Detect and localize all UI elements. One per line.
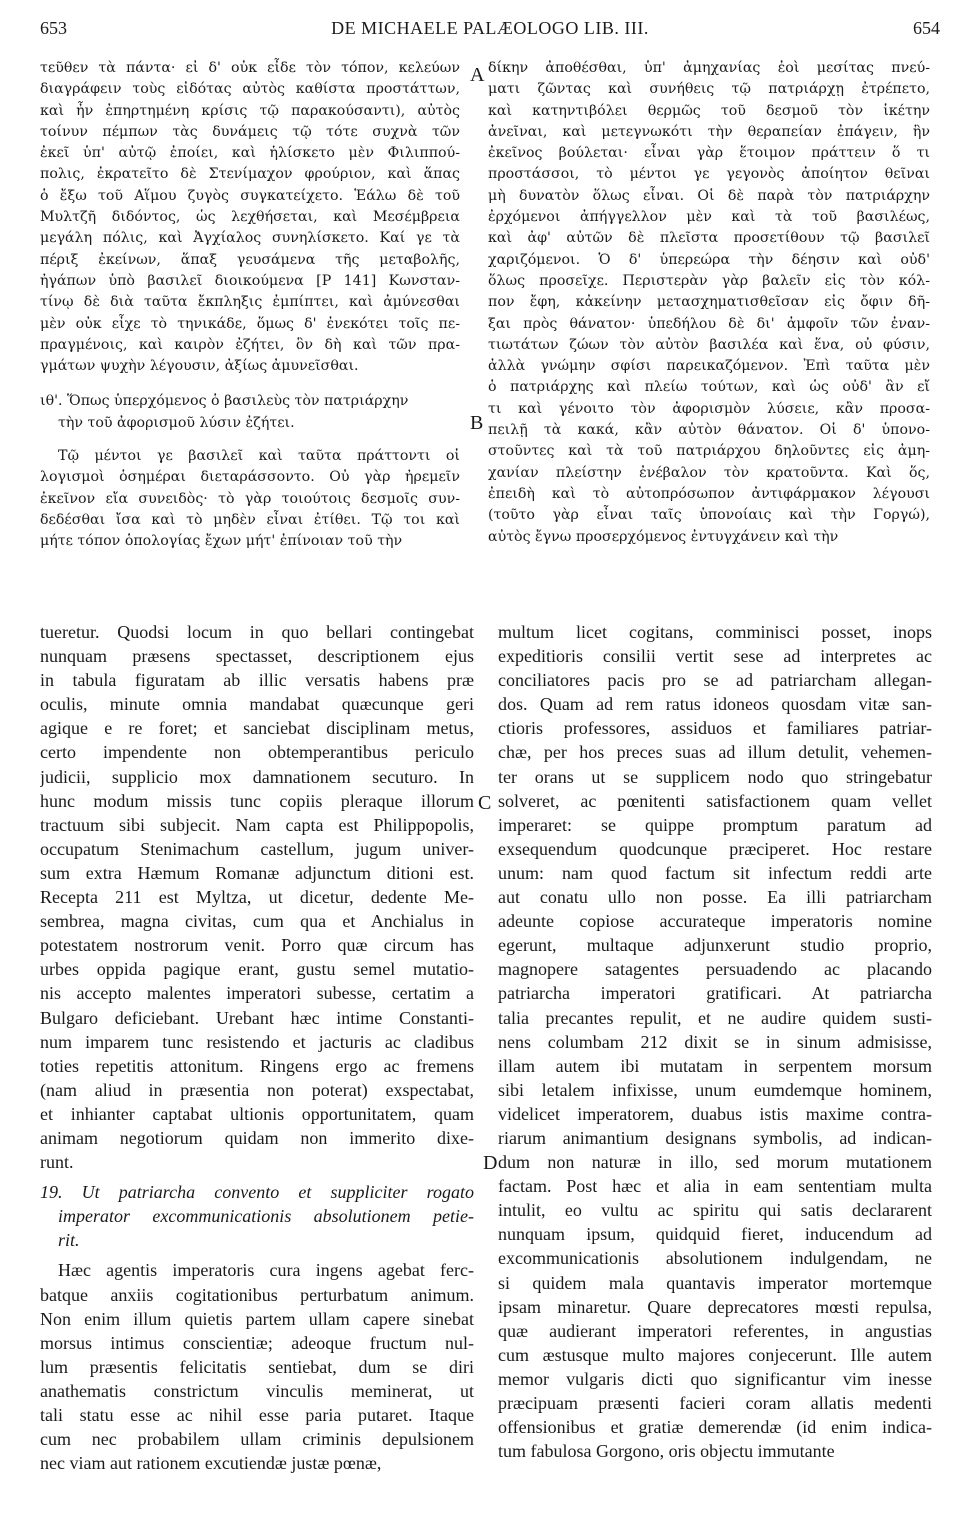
latin-line: certo impendente non obtemperantibus periculo	[40, 742, 474, 763]
latin-line: (nam aliud in præsentia non poterat) exspectabat,	[40, 1079, 474, 1100]
greek-line: ἀνεῖναι, καὶ μετεγνωκότι τὴν θεραπείαν ἐπάγειν, ἣν	[488, 123, 930, 140]
latin-line: oculis, minute omnia mandabat quæcunque geri	[40, 694, 474, 715]
greek-line: ἐκεῖνον εἴα συνειδὸς· τὸ γὰρ τοιούτοις δεσμοῖς συν-	[40, 490, 460, 507]
greek-line: πον ἔφη, κἀκείνην μετασχηματισθεῖσαν εἰς ὄφιν δῆ-	[488, 294, 930, 311]
latin-line: nec viam aut rationem excutiendæ justæ pœnæ,	[40, 1453, 382, 1474]
greek-line: δίκην ἀποθέσθαι, ὑπ' ἀμηχανίας ἐοὶ μεσίτας πνεύ-	[488, 60, 930, 76]
latin-line: ctioris professores, assiduos et familiares patriar-	[498, 718, 932, 739]
greek-line: ἠγάπων ὑπὸ βασιλεῖ διοικούμενα [P 141] Κωνσταν-	[40, 272, 460, 289]
greek-line: προστάσσοι, τὸ μέντοι γε γεγονὸς ἀποίητον θεῖναι	[488, 166, 930, 183]
margin-letter-a: A	[470, 64, 485, 86]
greek-line: ἐκεῖ ὑπ' αὐτῷ ἐποίει, καὶ ἡλίσκετο μὲν Φιλιππού-	[40, 145, 460, 162]
latin-line: tali statu esse ac nihil esse paria putaret. Itaque	[40, 1405, 474, 1425]
greek-line: ἐπειδὴ καὶ τὸ αὐτοπρόσωπον ἀντιφάρμακον λέγουσι	[488, 485, 930, 502]
latin-line: imperaret: se quippe promptum paratum ad	[498, 814, 932, 835]
latin-line: aut conatu ullo non posse. Ea illi patriarcham	[498, 887, 932, 908]
margin-letter-c: C	[478, 792, 492, 814]
latin-heading-line: 19. Ut patriarcha convento et suppliciter rogato	[40, 1182, 474, 1203]
latin-line: quæ audierant imperatori referentes, in angustias	[498, 1320, 932, 1341]
latin-line: morsus intimus conscientiæ; adeoque fructum nul-	[40, 1332, 474, 1353]
latin-line: lum præsentis felicitatis sentiebat, dum se diri	[40, 1356, 474, 1377]
greek-line: τεῦθεν τὰ πάντα· εἰ δ' οὐκ εἶδε τὸν τόπον, κελεύων	[40, 60, 460, 76]
greek-right-column	[488, 58, 930, 618]
latin-line: offensionibus et gratiæ demerendæ (id enim indica-	[498, 1417, 932, 1438]
greek-line: αὐτὸς ἔγνω προσερχόμενος ἐντυγχάνειν καὶ τὴν	[488, 528, 839, 545]
latin-line: conciliatores pacis pro se ad patriarcham allegan-	[498, 670, 932, 691]
latin-line: Bulgaro deficiebant. Urebant hæc intime Constanti-	[40, 1007, 474, 1028]
greek-left-column	[40, 58, 460, 618]
latin-line: cum nec probabilem ullam criminis depulsionem	[40, 1429, 474, 1450]
latin-line: adeunte copiose accurateque imperatoris nomine	[498, 911, 932, 932]
latin-line: Non enim illum quietis partem ullam capere sinebat	[40, 1308, 474, 1329]
latin-line: ter orans ut se supplicem nodo quo stringebatur	[498, 766, 932, 787]
greek-line: τίνῳ δὲ διὰ ταῦτα ἔκπληξις ἐμπίπτει, καὶ ἀμύνεσθαι	[40, 294, 460, 311]
running-header	[40, 12, 940, 42]
latin-line: videlicet imperatorem, duabus istis maxime contra-	[498, 1103, 932, 1124]
latin-line: hunc modum missis tunc copiis pleraque illorum	[40, 790, 474, 811]
latin-line: tueretur. Quodsi locum in quo bellari contingebat	[40, 622, 474, 642]
margin-letter-b: B	[470, 412, 484, 434]
latin-line: et inhianter captabat ultionis opportunitatem, quam	[40, 1103, 474, 1124]
latin-line: exsequendum quodcunque præciperet. Hoc restare	[498, 838, 932, 859]
latin-line: sibi letalem infixisse, unum eumdemque hominem,	[498, 1079, 932, 1100]
latin-line: memor vulgaris dicti quo significantur vim inesse	[498, 1368, 932, 1389]
greek-line: πολις, ἐκρατεῖτο δὲ Στενίμαχον φρούριον, καὶ ἅπας	[40, 166, 460, 183]
latin-line: chæ, per hos preces suas ad illum detulit, vehemen-	[498, 742, 932, 763]
latin-line: ipsam minaretur. Quare deprecatores mœsti repulsa,	[498, 1296, 932, 1317]
latin-line: riarum animantium designans symbolis, ad indican-	[498, 1127, 932, 1148]
latin-line: Recepta 211 est Myltza, ut dicetur, dedente Me-	[40, 887, 474, 908]
latin-line: patriarcha imperatori gratificari. At patriarcha	[498, 983, 932, 1004]
greek-line: τιωτάτων ζώων τὸν αὐτὸν βασιλέα καὶ ἕνα, οὐ φύσιν,	[488, 336, 930, 353]
latin-line: nunquam ipsum, quidquid fieret, inducendum ad	[498, 1224, 932, 1245]
greek-line: ἐρχόμενοι ἀπήγγελλον μὲν καὶ τὰ τοῦ βασιλέως,	[488, 209, 930, 226]
greek-line: τι καὶ γένοιτο τὸν ἀφορισμὸν λύσειε, κἂν προσα-	[488, 400, 930, 417]
latin-left-column	[40, 620, 474, 1530]
latin-line: anathematis constrictum vinculis meminerat, ut	[40, 1380, 474, 1401]
greek-line: χανίαν πλείστην ἐνέβαλον τὸν κρατοῦντα. Καὶ ὅς,	[488, 464, 930, 481]
latin-line: batque anxiis cogitationibus perturbatum animum.	[40, 1284, 474, 1305]
latin-line: tum fabulosa Gorgono, oris objectu immutante	[498, 1441, 835, 1462]
latin-line: talia precantes repulit, et ne audire quidem susti-	[498, 1007, 932, 1028]
latin-line: unum: nam quod factum sit infectum reddi arte	[498, 862, 932, 883]
latin-line: num imparem tunc resistendo et jacturis ac cladibus	[40, 1031, 474, 1052]
greek-line: πέριξ ἐκείνων, ἅπαξ γευσάμενα τῆς μεταβολῆς,	[40, 251, 460, 268]
greek-line: ξαι πρὸς θάνατον· ὑπεδήλου δὲ δι' ἀμφοῖν τῶν ἐναν-	[488, 315, 930, 332]
greek-line: καὶ ἀφ' αὐτῶν δὲ πλεῖστα προσετίθουν τῷ βασιλεῖ	[488, 230, 930, 247]
latin-line: judicii, supplicio mox damnationem secuturo. In	[40, 766, 474, 787]
latin-line: factam. Post hæc et alia in eam sententiam multa	[498, 1176, 932, 1197]
latin-line: toties repetitis attonitum. Ringens ergo ac fremens	[40, 1055, 474, 1076]
latin-line: illam autem ibi mutatam in serpentem morsum	[498, 1055, 932, 1076]
latin-line: dos. Quam ad rem ratus idoneos quosdam vitæ san-	[498, 694, 932, 715]
greek-line: δεδέσθαι ἴσα καὶ τὸ μηδὲν εἶναι ἐτίθει. Τῷ τοι καὶ	[40, 511, 460, 528]
greek-line: μὴ δυνατὸν ὅλως εἶναι. Οἱ δὲ παρὰ τὸν πατριάρχην	[488, 187, 930, 204]
greek-line: ὁ πατριάρχης καὶ πλείω τούτων, καὶ ὡς οὐδ' ἂν εἴ	[488, 379, 930, 396]
greek-line: καὶ κατηντιβόλει θερμῶς τοῦ δεσμοῦ τὸν ἱκέτην	[488, 102, 930, 119]
greek-line: (τοῦτο γὰρ εἶναι ταῖς ὑπονοίαις καὶ τὴν Γοργώ),	[488, 507, 930, 524]
latin-line: sum extra Hæmum Romanæ adjunctum ditioni est.	[40, 862, 474, 883]
latin-heading-line: rit.	[58, 1230, 80, 1251]
latin-line: potestatem nostrorum venit. Porro quæ circum has	[40, 935, 474, 956]
latin-line: magnopere satagentes persuadendo ac placando	[498, 959, 932, 980]
latin-line: nunquam præsens spectasset, descriptionem ejus	[40, 646, 474, 667]
latin-line: animam negotiorum quidam non immerito dixe-	[40, 1127, 474, 1148]
greek-line: Τῷ μέντοι γε βασιλεῖ καὶ ταῦτα πράττοντι οἱ	[58, 448, 460, 465]
running-title: DE MICHAELE PALÆOLOGO LIB. III.	[331, 18, 649, 38]
greek-line: μεγάλη πόλις, καὶ Ἀγχίαλος συνηλίσκετο. Καί γε τὰ	[40, 230, 460, 247]
margin-letter-d: D	[483, 1152, 498, 1174]
greek-line: μὲν οὐκ εἶχε τὸ τηνικάδε, ὅμως δ' ἐνεκότει τοῖς πε-	[40, 315, 460, 332]
latin-line: cum æstusque multo majores conjecerunt. Ille autem	[498, 1344, 932, 1365]
greek-section-heading	[40, 391, 460, 434]
greek-line: γμάτων ψυχὴν λέγουσιν, ἀξίως ἀμυνεῖσθαι.	[40, 358, 359, 375]
greek-line: στοῦντες καὶ τὰ τοῦ πατριάρχου δηλοῦντες εἰς ἀμη-	[488, 443, 930, 460]
greek-line: Μυλτζῆ διδόντος, ὡς λεχθήσεται, καὶ Μεσέμβρεια	[40, 209, 460, 226]
greek-line: ὁ ἔξω τοῦ Αἵμου ζυγὸς συγκατείχετο. Ἑάλω δὲ τοῦ	[40, 187, 460, 204]
latin-line: occupatum Stenimachum castellum, jugum univer-	[40, 838, 474, 859]
latin-line: excommunicationis absolutionem indulgendam, ne	[498, 1248, 932, 1269]
latin-line: expeditioris consilii vertit sese ad interpretes ac	[498, 646, 932, 667]
latin-right-column	[498, 620, 932, 1530]
latin-line: præcipuam præsenti facieri coram allatis medenti	[498, 1393, 932, 1413]
greek-line: ἐκεῖνος βούλεται· εἶναι γὰρ ἕτοιμον πράττειν ὅ τι	[488, 145, 930, 162]
greek-line: διαγράφειν τοὺς εἰδότας αὐτὸς καθίστα προστάττων,	[40, 81, 460, 98]
left-page-number: 653	[40, 18, 67, 38]
latin-line: Hæc agentis imperatoris cura ingens agebat ferc-	[58, 1260, 474, 1281]
latin-line: si quidem mala quantavis imperator mortemque	[498, 1272, 932, 1293]
greek-line: ἀλλὰ γνώμην σφίσι παρεικαζόμενον. Ἐπὶ ταῦτα μὲν	[488, 358, 930, 375]
greek-line: καὶ ἦν ἐπηρτημένη κρίσις τῷ παρακούσαντι), αὐτὸς	[40, 102, 460, 119]
greek-line: ματι ζῶντας καὶ συνήθεις τῷ πατριάρχῃ ἐτρέπετο,	[488, 81, 930, 98]
latin-line: tractuum sibi subjecit. Nam capta est Philippopolis,	[40, 814, 474, 835]
latin-section-heading	[40, 1180, 474, 1252]
latin-line: solveret, ac pœnitenti satisfactionem quam vellet	[498, 790, 932, 811]
greek-left-paragraph-2	[40, 446, 460, 552]
latin-line: egerunt, multaque adjunxerunt studio proprio,	[498, 935, 932, 956]
latin-line: dum non naturæ in illo, sed morum mutationem	[498, 1152, 932, 1173]
greek-line: μήτε τόπον ὁπολογίας ἔχων μήτ' ἐπίνοιαν τοῦ τὴν	[40, 533, 403, 550]
greek-heading-line: ιθ'. Ὅπως ὑπερχόμενος ὁ βασιλεὺς τὸν πατριάρχην	[40, 393, 409, 410]
latin-line: sembrea, magna civitas, cum qua et Anchialus in	[40, 911, 474, 932]
latin-left-paragraph-1	[40, 620, 474, 1174]
latin-line: in tabula figuratam ab illic versatis habens præ	[40, 670, 474, 691]
latin-line: intulit, eo vultu ac spiritu qui satis declararent	[498, 1200, 932, 1221]
latin-line: nis accepto malentes imperatori subesse, certatim a	[40, 983, 474, 1004]
latin-line: agique e re foret; et sanciebat disciplinam metus,	[40, 718, 474, 739]
latin-line: urbes oppida pagique erant, gustu semel mutatio-	[40, 959, 474, 980]
greek-line: ὅλως προσεῖχε. Περιστερὰν γὰρ βαλεῖν εἰς τὸν κόλ-	[488, 272, 930, 289]
latin-line: multum licet cogitans, comminisci posset, inops	[498, 622, 932, 642]
greek-left-paragraph-1	[40, 58, 460, 377]
greek-line: χαριζόμενοι. Ὁ δ' ὑπερεώρα τὴν δέησιν καὶ οὐδ'	[488, 251, 930, 268]
greek-heading-line: τὴν τοῦ ἀφορισμοῦ λύσιν ἐζήτει.	[58, 414, 295, 431]
latin-heading-line: imperator excommunicationis absolutionem petie-	[58, 1206, 474, 1227]
greek-line: πειλῇ τὰ κακά, κἂν αὐτὸν θάνατον. Οἱ δ' ὑπονο-	[488, 422, 930, 439]
greek-line: τοίνυν πέμπων τὰς δυνάμεις τῷ τότε συχνὰ τῶν	[40, 123, 460, 140]
latin-line: nens columbam 212 dixit se in sinum admisisse,	[498, 1031, 932, 1052]
latin-left-paragraph-2	[40, 1258, 474, 1475]
greek-line: πραγμένοις, καὶ καιρὸν ἐζήτει, ὃν δὴ καὶ τῶν πρα-	[40, 336, 460, 353]
greek-line: λογισμοὶ ὁσημέραι διεταράσσοντο. Οὐ γὰρ ἠρεμεῖν	[40, 469, 460, 486]
latin-line: runt.	[40, 1152, 74, 1173]
right-page-number: 654	[913, 18, 940, 38]
